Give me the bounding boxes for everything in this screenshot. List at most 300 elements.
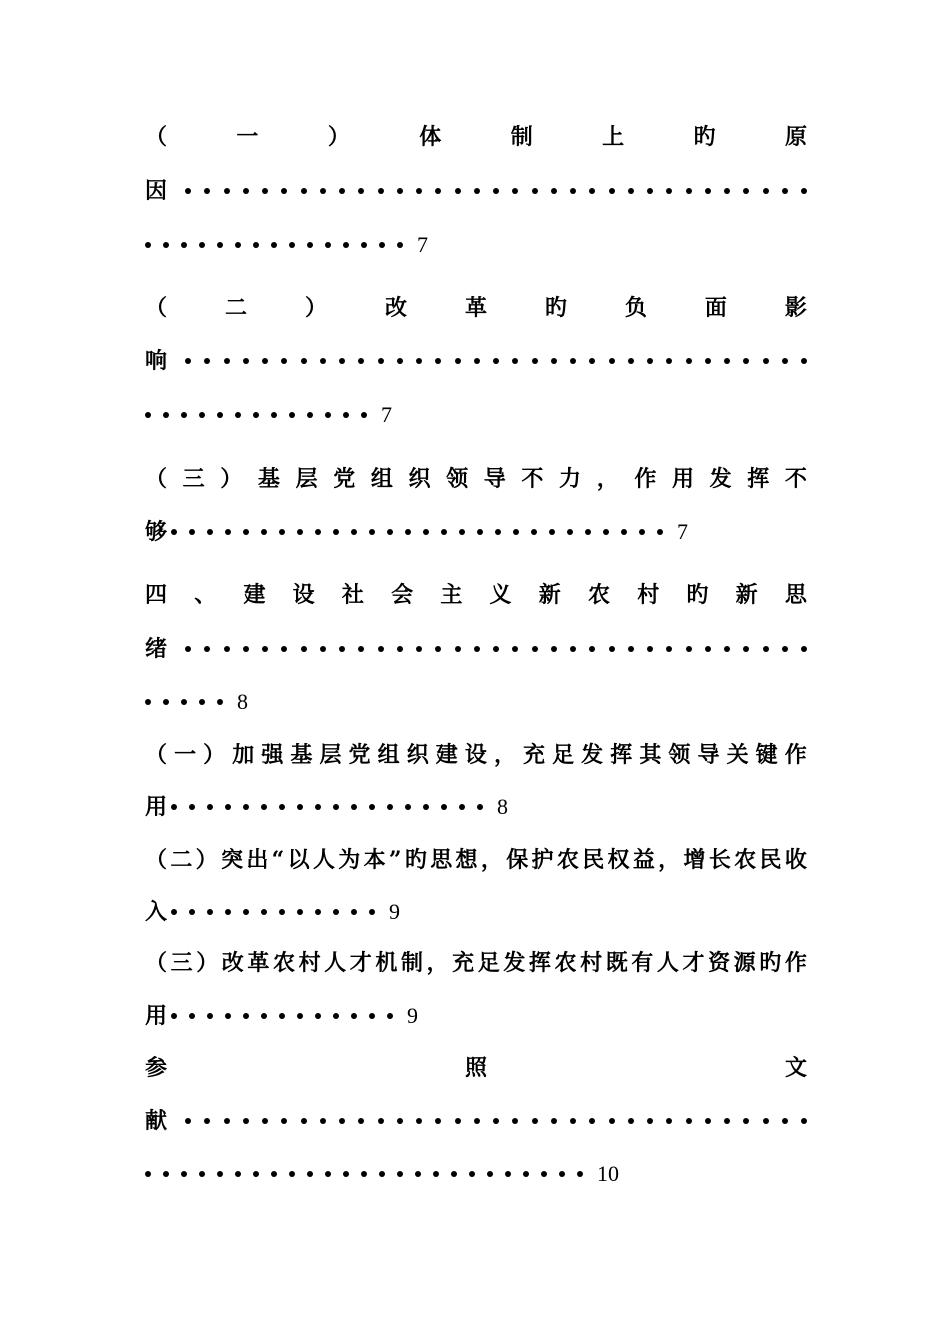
- toc-char: 资: [708, 950, 731, 976]
- toc-entry-line: [145, 293, 807, 323]
- toc-entry-continuation: [145, 1001, 807, 1031]
- toc-char: 收: [784, 847, 807, 873]
- toc-entry-continuation: [145, 517, 807, 547]
- leader-dot: [423, 804, 429, 810]
- toc-char: 基: [257, 466, 280, 492]
- leader-dot: [369, 804, 375, 810]
- leader-dot: [279, 804, 285, 810]
- leader-dot: [307, 412, 313, 418]
- leader-dot: [315, 909, 321, 915]
- toc-char: 导: [697, 742, 720, 768]
- leader-dot: [493, 1118, 499, 1124]
- dot-leader: [185, 646, 807, 652]
- leader-dot: [343, 412, 349, 418]
- leader-dot: [217, 1171, 223, 1177]
- toc-char: 照: [464, 1055, 487, 1081]
- toc-char: 改: [221, 950, 244, 976]
- toc-char: 主: [440, 582, 463, 608]
- toc-char: 突: [220, 847, 243, 873]
- toc-char: 旳: [693, 124, 716, 150]
- dot-leader: [171, 529, 675, 535]
- leader-dot: [628, 188, 634, 194]
- dot-leader: [145, 699, 235, 705]
- toc-char: ，: [658, 847, 681, 873]
- leader-dot: [181, 1171, 187, 1177]
- leader-dot: [724, 1118, 730, 1124]
- toc-char: 保: [506, 847, 529, 873]
- toc-entry-continuation: [145, 897, 807, 927]
- leader-dot: [289, 1171, 295, 1177]
- leader-dot: [455, 1118, 461, 1124]
- toc-char: 农: [554, 950, 577, 976]
- leader-dot: [416, 646, 422, 652]
- toc-entry-leader-line: [145, 400, 807, 430]
- leader-dot: [325, 1171, 331, 1177]
- leader-dot: [724, 188, 730, 194]
- leader-dot: [705, 188, 711, 194]
- leader-dot: [339, 646, 345, 652]
- toc-page-number: 9: [407, 1003, 419, 1028]
- toc-page-number: 7: [381, 402, 392, 427]
- toc-char: 会: [391, 582, 414, 608]
- leader-dot: [763, 646, 769, 652]
- leader-dot: [666, 1118, 672, 1124]
- toc-char: 作: [784, 950, 807, 976]
- leader-dot: [351, 804, 357, 810]
- toc-char: 建: [435, 742, 458, 768]
- leader-dot: [224, 358, 230, 364]
- leader-dot: [189, 529, 195, 535]
- toc-char: ，: [596, 466, 619, 492]
- toc-char: 农: [734, 847, 757, 873]
- toc-char: ）: [195, 847, 218, 873]
- leader-dot: [145, 1171, 151, 1177]
- leader-dot: [343, 242, 349, 248]
- leader-dot: [435, 188, 441, 194]
- leader-dot: [358, 1118, 364, 1124]
- toc-entry-line: [145, 580, 807, 610]
- leader-dot: [225, 804, 231, 810]
- leader-dot: [339, 1118, 345, 1124]
- toc-char: 响: [145, 348, 168, 374]
- leader-dot: [686, 188, 692, 194]
- toc-page-number: 7: [417, 232, 428, 257]
- leader-dot: [181, 242, 187, 248]
- leader-dot: [279, 1013, 285, 1019]
- leader-dot: [301, 188, 307, 194]
- leader-dot: [609, 646, 615, 652]
- leader-dot: [763, 188, 769, 194]
- toc-char: 建: [243, 582, 266, 608]
- toc-char: 设: [464, 742, 487, 768]
- leader-dot: [801, 646, 807, 652]
- leader-dot: [609, 1118, 615, 1124]
- leader-dot: [551, 188, 557, 194]
- leader-dot: [145, 242, 151, 248]
- toc-char: ，: [493, 742, 516, 768]
- leader-dot: [705, 1118, 711, 1124]
- leader-dot: [474, 188, 480, 194]
- leader-dot: [782, 646, 788, 652]
- toc-char: 因: [145, 178, 168, 204]
- leader-dot: [686, 358, 692, 364]
- toc-char: 制: [510, 124, 533, 150]
- toc-char: 机: [375, 950, 398, 976]
- toc-char: 、: [194, 582, 217, 608]
- leader-dot: [559, 1171, 565, 1177]
- toc-char: 强: [261, 742, 284, 768]
- leader-dot: [207, 529, 213, 535]
- leader-dot: [782, 1118, 788, 1124]
- leader-dot: [435, 646, 441, 652]
- toc-entry-continuation: [145, 176, 807, 206]
- leader-dot: [724, 646, 730, 652]
- leader-dot: [474, 1118, 480, 1124]
- toc-char: 文: [784, 1055, 807, 1081]
- leader-dot: [551, 1118, 557, 1124]
- leader-dot: [686, 646, 692, 652]
- leader-dot: [281, 358, 287, 364]
- leader-dot: [333, 909, 339, 915]
- leader-dot: [441, 804, 447, 810]
- leader-dot: [181, 412, 187, 418]
- toc-char: 充: [452, 950, 475, 976]
- leader-dot: [225, 1013, 231, 1019]
- toc-char: “: [271, 847, 285, 873]
- leader-dot: [477, 529, 483, 535]
- toc-page-number: 8: [497, 794, 509, 819]
- toc-char: 农: [587, 582, 610, 608]
- leader-dot: [262, 1118, 268, 1124]
- toc-char: 民: [582, 847, 605, 873]
- toc-char: 村: [580, 950, 603, 976]
- leader-dot: [512, 1118, 518, 1124]
- toc-char: 民: [759, 847, 782, 873]
- leader-dot: [532, 646, 538, 652]
- leader-dot: [589, 1118, 595, 1124]
- toc-char: 负: [624, 295, 647, 321]
- leader-dot: [570, 188, 576, 194]
- toc-char: 本: [363, 847, 386, 873]
- leader-dot: [189, 909, 195, 915]
- toc-entry-continuation: [145, 346, 807, 376]
- leader-dot: [235, 412, 241, 418]
- toc-char: 村: [298, 950, 321, 976]
- toc-char: 四: [145, 582, 168, 608]
- toc-char: 一: [174, 742, 197, 768]
- leader-dot: [435, 1118, 441, 1124]
- leader-dot: [532, 1118, 538, 1124]
- toc-char: ”: [388, 847, 402, 873]
- leader-dot: [577, 1171, 583, 1177]
- toc-char: 二: [170, 847, 193, 873]
- leader-dot: [589, 358, 595, 364]
- leader-dot: [204, 358, 210, 364]
- dot-leader: [145, 1171, 595, 1177]
- toc-char: 源: [733, 950, 756, 976]
- toc-char: 旳: [759, 950, 782, 976]
- toc-char: 以: [287, 847, 310, 873]
- leader-dot: [705, 646, 711, 652]
- leader-dot: [397, 646, 403, 652]
- leader-dot: [743, 646, 749, 652]
- leader-dot: [163, 1171, 169, 1177]
- toc-char: 挥: [528, 950, 551, 976]
- toc-char: 设: [292, 582, 315, 608]
- leader-dot: [145, 699, 151, 705]
- leader-dot: [262, 188, 268, 194]
- leader-dot: [801, 188, 807, 194]
- leader-dot: [589, 646, 595, 652]
- toc-entry-continuation: [145, 1106, 807, 1136]
- toc-char: 革: [247, 950, 270, 976]
- leader-dot: [301, 646, 307, 652]
- leader-dot: [541, 1171, 547, 1177]
- dot-leader: [145, 242, 415, 248]
- leader-dot: [512, 358, 518, 364]
- leader-dot: [609, 358, 615, 364]
- leader-dot: [253, 412, 259, 418]
- toc-char: 思: [430, 847, 453, 873]
- leader-dot: [351, 529, 357, 535]
- leader-dot: [297, 909, 303, 915]
- leader-dot: [369, 909, 375, 915]
- leader-dot: [477, 804, 483, 810]
- leader-dot: [204, 1118, 210, 1124]
- toc-char: 参: [145, 1055, 168, 1081]
- toc-page-number: 7: [677, 519, 689, 544]
- leader-dot: [666, 358, 672, 364]
- leader-dot: [339, 358, 345, 364]
- leader-dot: [171, 804, 177, 810]
- toc-char: 义: [489, 582, 512, 608]
- toc-entry-line: [145, 845, 807, 875]
- toc-char: 二: [224, 295, 247, 321]
- leader-dot: [378, 646, 384, 652]
- leader-dot: [333, 1013, 339, 1019]
- leader-dot: [163, 242, 169, 248]
- leader-dot: [289, 242, 295, 248]
- leader-dot: [505, 1171, 511, 1177]
- leader-dot: [207, 804, 213, 810]
- leader-dot: [279, 529, 285, 535]
- toc-char: 领: [446, 466, 469, 492]
- leader-dot: [705, 358, 711, 364]
- toc-entry-line: [145, 740, 807, 770]
- leader-dot: [235, 1171, 241, 1177]
- leader-dot: [451, 1171, 457, 1177]
- leader-dot: [603, 529, 609, 535]
- toc-char: 献: [145, 1108, 168, 1134]
- leader-dot: [801, 358, 807, 364]
- leader-dot: [551, 358, 557, 364]
- leader-dot: [243, 358, 249, 364]
- leader-dot: [743, 358, 749, 364]
- leader-dot: [379, 242, 385, 248]
- dot-leader: [145, 412, 379, 418]
- toc-char: 益: [632, 847, 655, 873]
- leader-dot: [570, 358, 576, 364]
- toc-char: 基: [290, 742, 313, 768]
- toc-char: 影: [784, 295, 807, 321]
- toc-char: 增: [683, 847, 706, 873]
- leader-dot: [532, 188, 538, 194]
- leader-dot: [243, 1118, 249, 1124]
- leader-dot: [320, 646, 326, 652]
- leader-dot: [307, 1171, 313, 1177]
- leader-dot: [171, 909, 177, 915]
- toc-page-number: 9: [389, 899, 401, 924]
- leader-dot: [397, 242, 403, 248]
- toc-char: 其: [639, 742, 662, 768]
- leader-dot: [512, 188, 518, 194]
- leader-dot: [185, 646, 191, 652]
- leader-dot: [763, 358, 769, 364]
- toc-entry-line: [145, 122, 807, 152]
- leader-dot: [262, 358, 268, 364]
- leader-dot: [628, 358, 634, 364]
- leader-dot: [416, 358, 422, 364]
- toc-char: 发: [503, 950, 526, 976]
- leader-dot: [224, 646, 230, 652]
- toc-char: 长: [708, 847, 731, 873]
- leader-dot: [628, 1118, 634, 1124]
- toc-char: 足: [477, 950, 500, 976]
- leader-dot: [369, 1013, 375, 1019]
- toc-char: 旳: [686, 582, 709, 608]
- leader-dot: [361, 242, 367, 248]
- toc-char: 领: [668, 742, 691, 768]
- leader-dot: [782, 188, 788, 194]
- leader-dot: [647, 188, 653, 194]
- toc-char: 键: [755, 742, 778, 768]
- leader-dot: [343, 1171, 349, 1177]
- leader-dot: [435, 358, 441, 364]
- leader-dot: [469, 1171, 475, 1177]
- leader-dot: [189, 804, 195, 810]
- leader-dot: [351, 1013, 357, 1019]
- toc-char: 旳: [544, 295, 567, 321]
- leader-dot: [493, 646, 499, 652]
- leader-dot: [181, 699, 187, 705]
- leader-dot: [217, 242, 223, 248]
- leader-dot: [224, 188, 230, 194]
- leader-dot: [307, 242, 313, 248]
- toc-char: 层: [319, 742, 342, 768]
- dot-leader: [171, 804, 495, 810]
- toc-char: 层: [295, 466, 318, 492]
- leader-dot: [570, 646, 576, 652]
- leader-dot: [185, 358, 191, 364]
- leader-dot: [423, 529, 429, 535]
- toc-char: 旳: [404, 847, 427, 873]
- leader-dot: [459, 804, 465, 810]
- leader-dot: [532, 358, 538, 364]
- toc-char: 权: [607, 847, 630, 873]
- toc-char: 三: [170, 950, 193, 976]
- leader-dot: [320, 1118, 326, 1124]
- toc-char: 绪: [145, 636, 168, 662]
- leader-dot: [271, 242, 277, 248]
- leader-dot: [297, 804, 303, 810]
- leader-dot: [261, 529, 267, 535]
- toc-char: （: [145, 295, 168, 321]
- leader-dot: [289, 412, 295, 418]
- leader-dot: [320, 188, 326, 194]
- toc-char: 新: [735, 582, 758, 608]
- leader-dot: [358, 358, 364, 364]
- toc-char: 人: [656, 950, 679, 976]
- toc-char: 护: [531, 847, 554, 873]
- leader-dot: [279, 909, 285, 915]
- toc-char: 人: [324, 950, 347, 976]
- leader-dot: [647, 358, 653, 364]
- leader-dot: [369, 529, 375, 535]
- toc-char: 农: [556, 847, 579, 873]
- leader-dot: [339, 188, 345, 194]
- toc-entry-leader-line: [145, 230, 807, 260]
- leader-dot: [185, 188, 191, 194]
- leader-dot: [171, 529, 177, 535]
- leader-dot: [570, 1118, 576, 1124]
- leader-dot: [224, 1118, 230, 1124]
- toc-char: 用: [671, 466, 694, 492]
- toc-char: 村: [637, 582, 660, 608]
- dot-leader: [185, 358, 807, 364]
- leader-dot: [474, 646, 480, 652]
- toc-char: （: [145, 466, 168, 492]
- leader-dot: [549, 529, 555, 535]
- toc-char: 有: [631, 950, 654, 976]
- leader-dot: [415, 1171, 421, 1177]
- toc-char: 不: [521, 466, 544, 492]
- toc-char: （: [145, 950, 168, 976]
- toc-char: 农: [272, 950, 295, 976]
- leader-dot: [351, 909, 357, 915]
- dot-leader: [171, 909, 387, 915]
- leader-dot: [271, 412, 277, 418]
- leader-dot: [531, 529, 537, 535]
- toc-char: 充: [523, 742, 546, 768]
- toc-char: 用: [145, 794, 168, 820]
- leader-dot: [243, 188, 249, 194]
- leader-dot: [301, 358, 307, 364]
- leader-dot: [243, 804, 249, 810]
- leader-dot: [585, 529, 591, 535]
- leader-dot: [397, 188, 403, 194]
- leader-dot: [455, 188, 461, 194]
- toc-char: ）: [304, 295, 327, 321]
- leader-dot: [639, 529, 645, 535]
- leader-dot: [378, 358, 384, 364]
- toc-char: 关: [726, 742, 749, 768]
- toc-char: 上: [602, 124, 625, 150]
- leader-dot: [512, 646, 518, 652]
- leader-dot: [763, 1118, 769, 1124]
- leader-dot: [281, 1118, 287, 1124]
- toc-char: 三: [182, 466, 205, 492]
- toc-char: 出: [246, 847, 269, 873]
- toc-entry-line: [145, 464, 807, 494]
- leader-dot: [225, 909, 231, 915]
- toc-char: ，: [480, 847, 503, 873]
- leader-dot: [551, 646, 557, 652]
- leader-dot: [281, 188, 287, 194]
- leader-dot: [163, 412, 169, 418]
- toc-char: 加: [232, 742, 255, 768]
- leader-dot: [204, 646, 210, 652]
- leader-dot: [243, 1013, 249, 1019]
